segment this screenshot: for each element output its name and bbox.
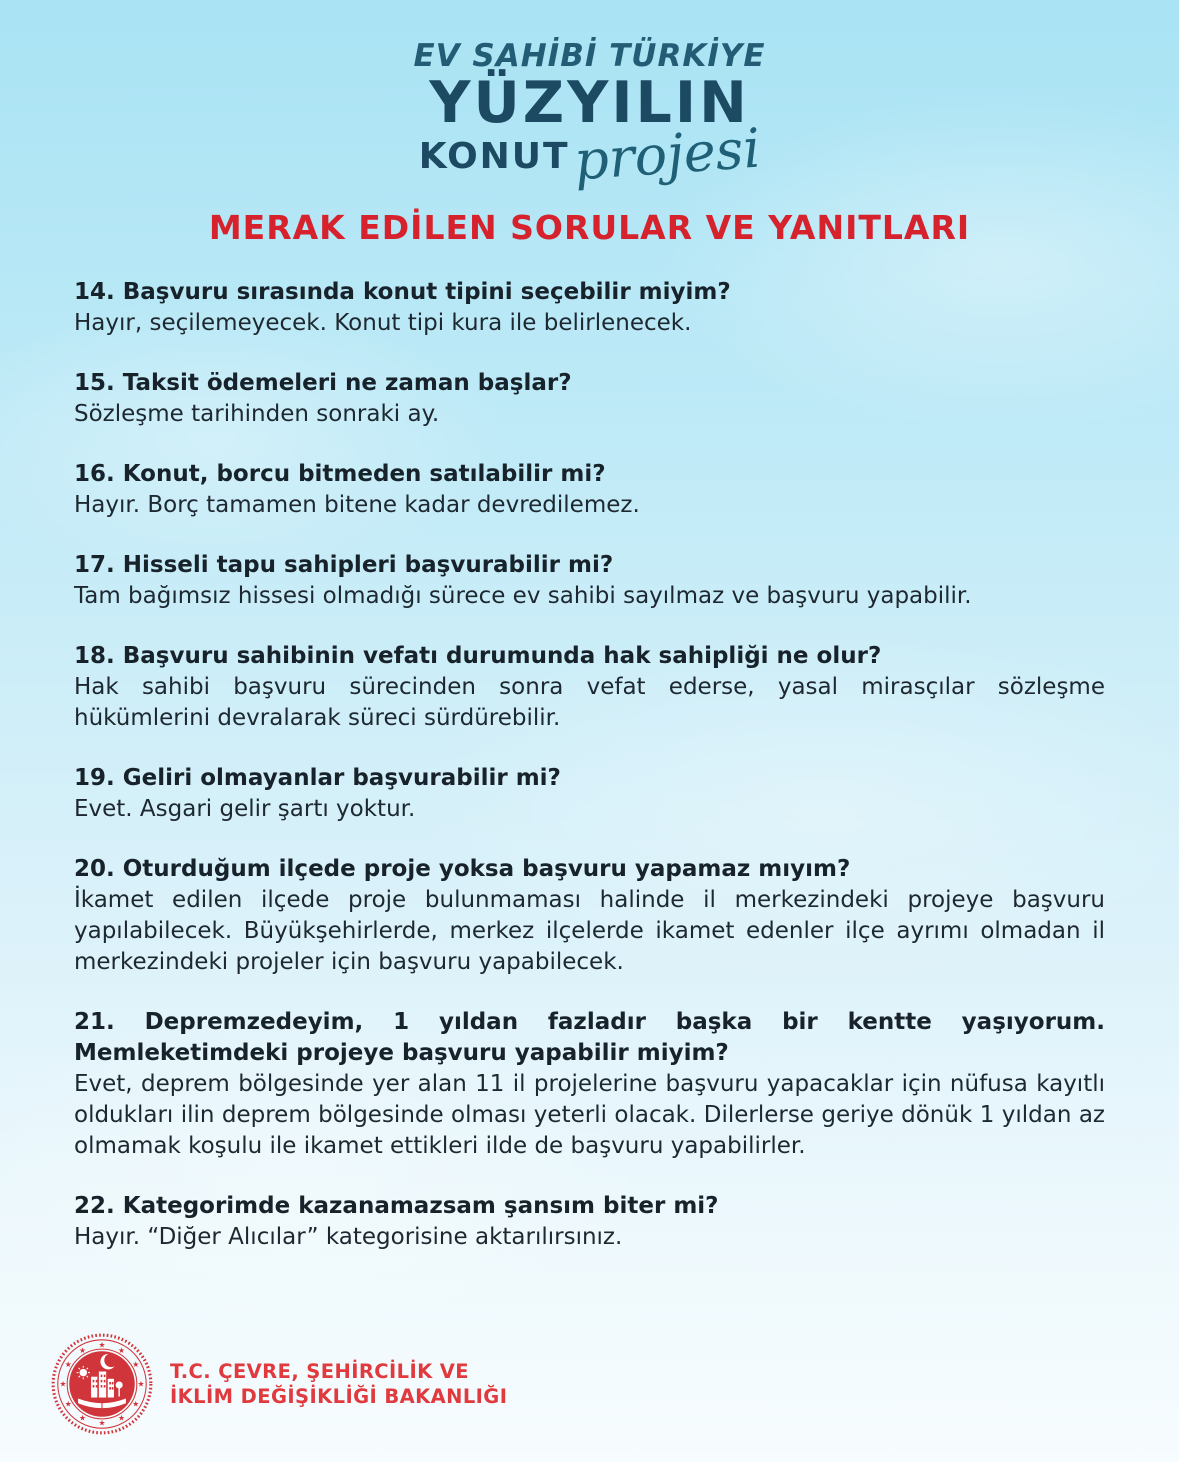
svg-text:★: ★ bbox=[118, 1345, 126, 1355]
logo-konut: KONUT bbox=[418, 135, 570, 177]
ministry-name bbox=[170, 1359, 507, 1409]
svg-text:★: ★ bbox=[64, 1399, 72, 1409]
faq-question: 18. Başvuru sahibinin vefatı durumunda hak sahipliği ne olur? bbox=[74, 642, 882, 669]
header bbox=[0, 0, 1179, 247]
faq-question: 21. Depremzedeyim, 1 yıldan fazladır başka bir kentte yaşıyorum. Memleketimdeki projeye başvuru yapabilir miyim? bbox=[74, 1008, 1105, 1066]
faq-item bbox=[74, 277, 1105, 339]
faq-answer: İkamet edilen ilçede proje bulunmaması halinde il merkezindeki projeye başvuru yapılabilecek. Büyükşehirlerde, merkez ilçelerde ikamet edenler ilçe ayrımı olmadan il merkezindeki projeler için başvuru yapabilecek. bbox=[74, 886, 1105, 975]
faq-answer: Sözleşme tarihinden sonraki ay. bbox=[74, 400, 440, 427]
faq-list bbox=[0, 247, 1179, 1253]
faq-item bbox=[74, 459, 1105, 521]
footer bbox=[50, 1332, 507, 1436]
faq-question: 22. Kategorimde kazanamazsam şansım biter mi? bbox=[74, 1192, 719, 1219]
faq-item bbox=[74, 1007, 1105, 1162]
faq-question: 19. Geliri olmayanlar başvurabilir mi? bbox=[74, 764, 561, 791]
faq-answer: Tam bağımsız hissesi olmadığı sürece ev sahibi sayılmaz ve başvuru yapabilir. bbox=[74, 582, 972, 609]
svg-text:★: ★ bbox=[78, 1345, 86, 1355]
svg-text:★: ★ bbox=[118, 1413, 126, 1423]
page-title: MERAK EDİLEN SORULAR VE YANITLARI bbox=[208, 207, 971, 247]
ministry-line1: T.C. ÇEVRE, ŞEHİRCİLİK VE bbox=[170, 1360, 470, 1383]
ministry-line2: İKLİM DEĞİŞİKLİĞİ BAKANLIĞI bbox=[170, 1385, 508, 1408]
svg-text:★: ★ bbox=[59, 1379, 67, 1389]
logo-konut-projesi bbox=[0, 116, 1179, 193]
svg-text:★: ★ bbox=[98, 1340, 106, 1350]
svg-text:★: ★ bbox=[64, 1360, 72, 1370]
faq-item bbox=[74, 641, 1105, 734]
faq-answer: Hayır. “Diğer Alıcılar” kategorisine aktarılırsınız. bbox=[74, 1223, 623, 1250]
faq-question: 20. Oturduğum ilçede proje yoksa başvuru yapamaz mıyım? bbox=[74, 855, 851, 882]
faq-answer: Evet. Asgari gelir şartı yoktur. bbox=[74, 795, 416, 822]
faq-answer: Hak sahibi başvuru sürecinden sonra vefat ederse, yasal mirasçılar sözleşme hükümlerini devralarak süreci sürdürebilir. bbox=[74, 673, 1105, 731]
logo-yuzyilin: YÜZYILIN bbox=[429, 70, 750, 136]
svg-text:★: ★ bbox=[98, 1418, 106, 1428]
faq-item bbox=[74, 854, 1105, 978]
svg-text:★: ★ bbox=[78, 1413, 86, 1423]
faq-answer: Hayır, seçilemeyecek. Konut tipi kura ile belirlenecek. bbox=[74, 309, 692, 336]
svg-text:★: ★ bbox=[132, 1399, 140, 1409]
faq-question: 16. Konut, borcu bitmeden satılabilir mi? bbox=[74, 460, 606, 487]
faq-item bbox=[74, 1191, 1105, 1253]
svg-text:★: ★ bbox=[132, 1360, 140, 1370]
faq-item bbox=[74, 550, 1105, 612]
logo-projesi-script: projesi bbox=[571, 116, 763, 193]
faq-question: 17. Hisseli tapu sahipleri başvurabilir mi? bbox=[74, 551, 614, 578]
faq-answer: Evet, deprem bölgesinde yer alan 11 il projelerine başvuru yapacaklar için nüfusa kayıtlı oldukları ilin deprem bölgesinde olması yeterli olacak. Dilerlerse geriye dönük 1 yıldan az olmamak koşulu ile ikamet ettikleri ilde de başvuru yapabilirler. bbox=[74, 1070, 1105, 1159]
ministry-seal-icon bbox=[50, 1332, 154, 1436]
faq-item bbox=[74, 368, 1105, 430]
svg-text:★: ★ bbox=[137, 1379, 145, 1389]
project-logo bbox=[0, 38, 1179, 193]
faq-question: 15. Taksit ödemeleri ne zaman başlar? bbox=[74, 369, 572, 396]
faq-item bbox=[74, 763, 1105, 825]
faq-question: 14. Başvuru sırasında konut tipini seçebilir miyim? bbox=[74, 278, 731, 305]
logo-tagline: EV SAHİBİ TÜRKİYE bbox=[413, 38, 766, 74]
faq-answer: Hayır. Borç tamamen bitene kadar devredilemez. bbox=[74, 491, 640, 518]
